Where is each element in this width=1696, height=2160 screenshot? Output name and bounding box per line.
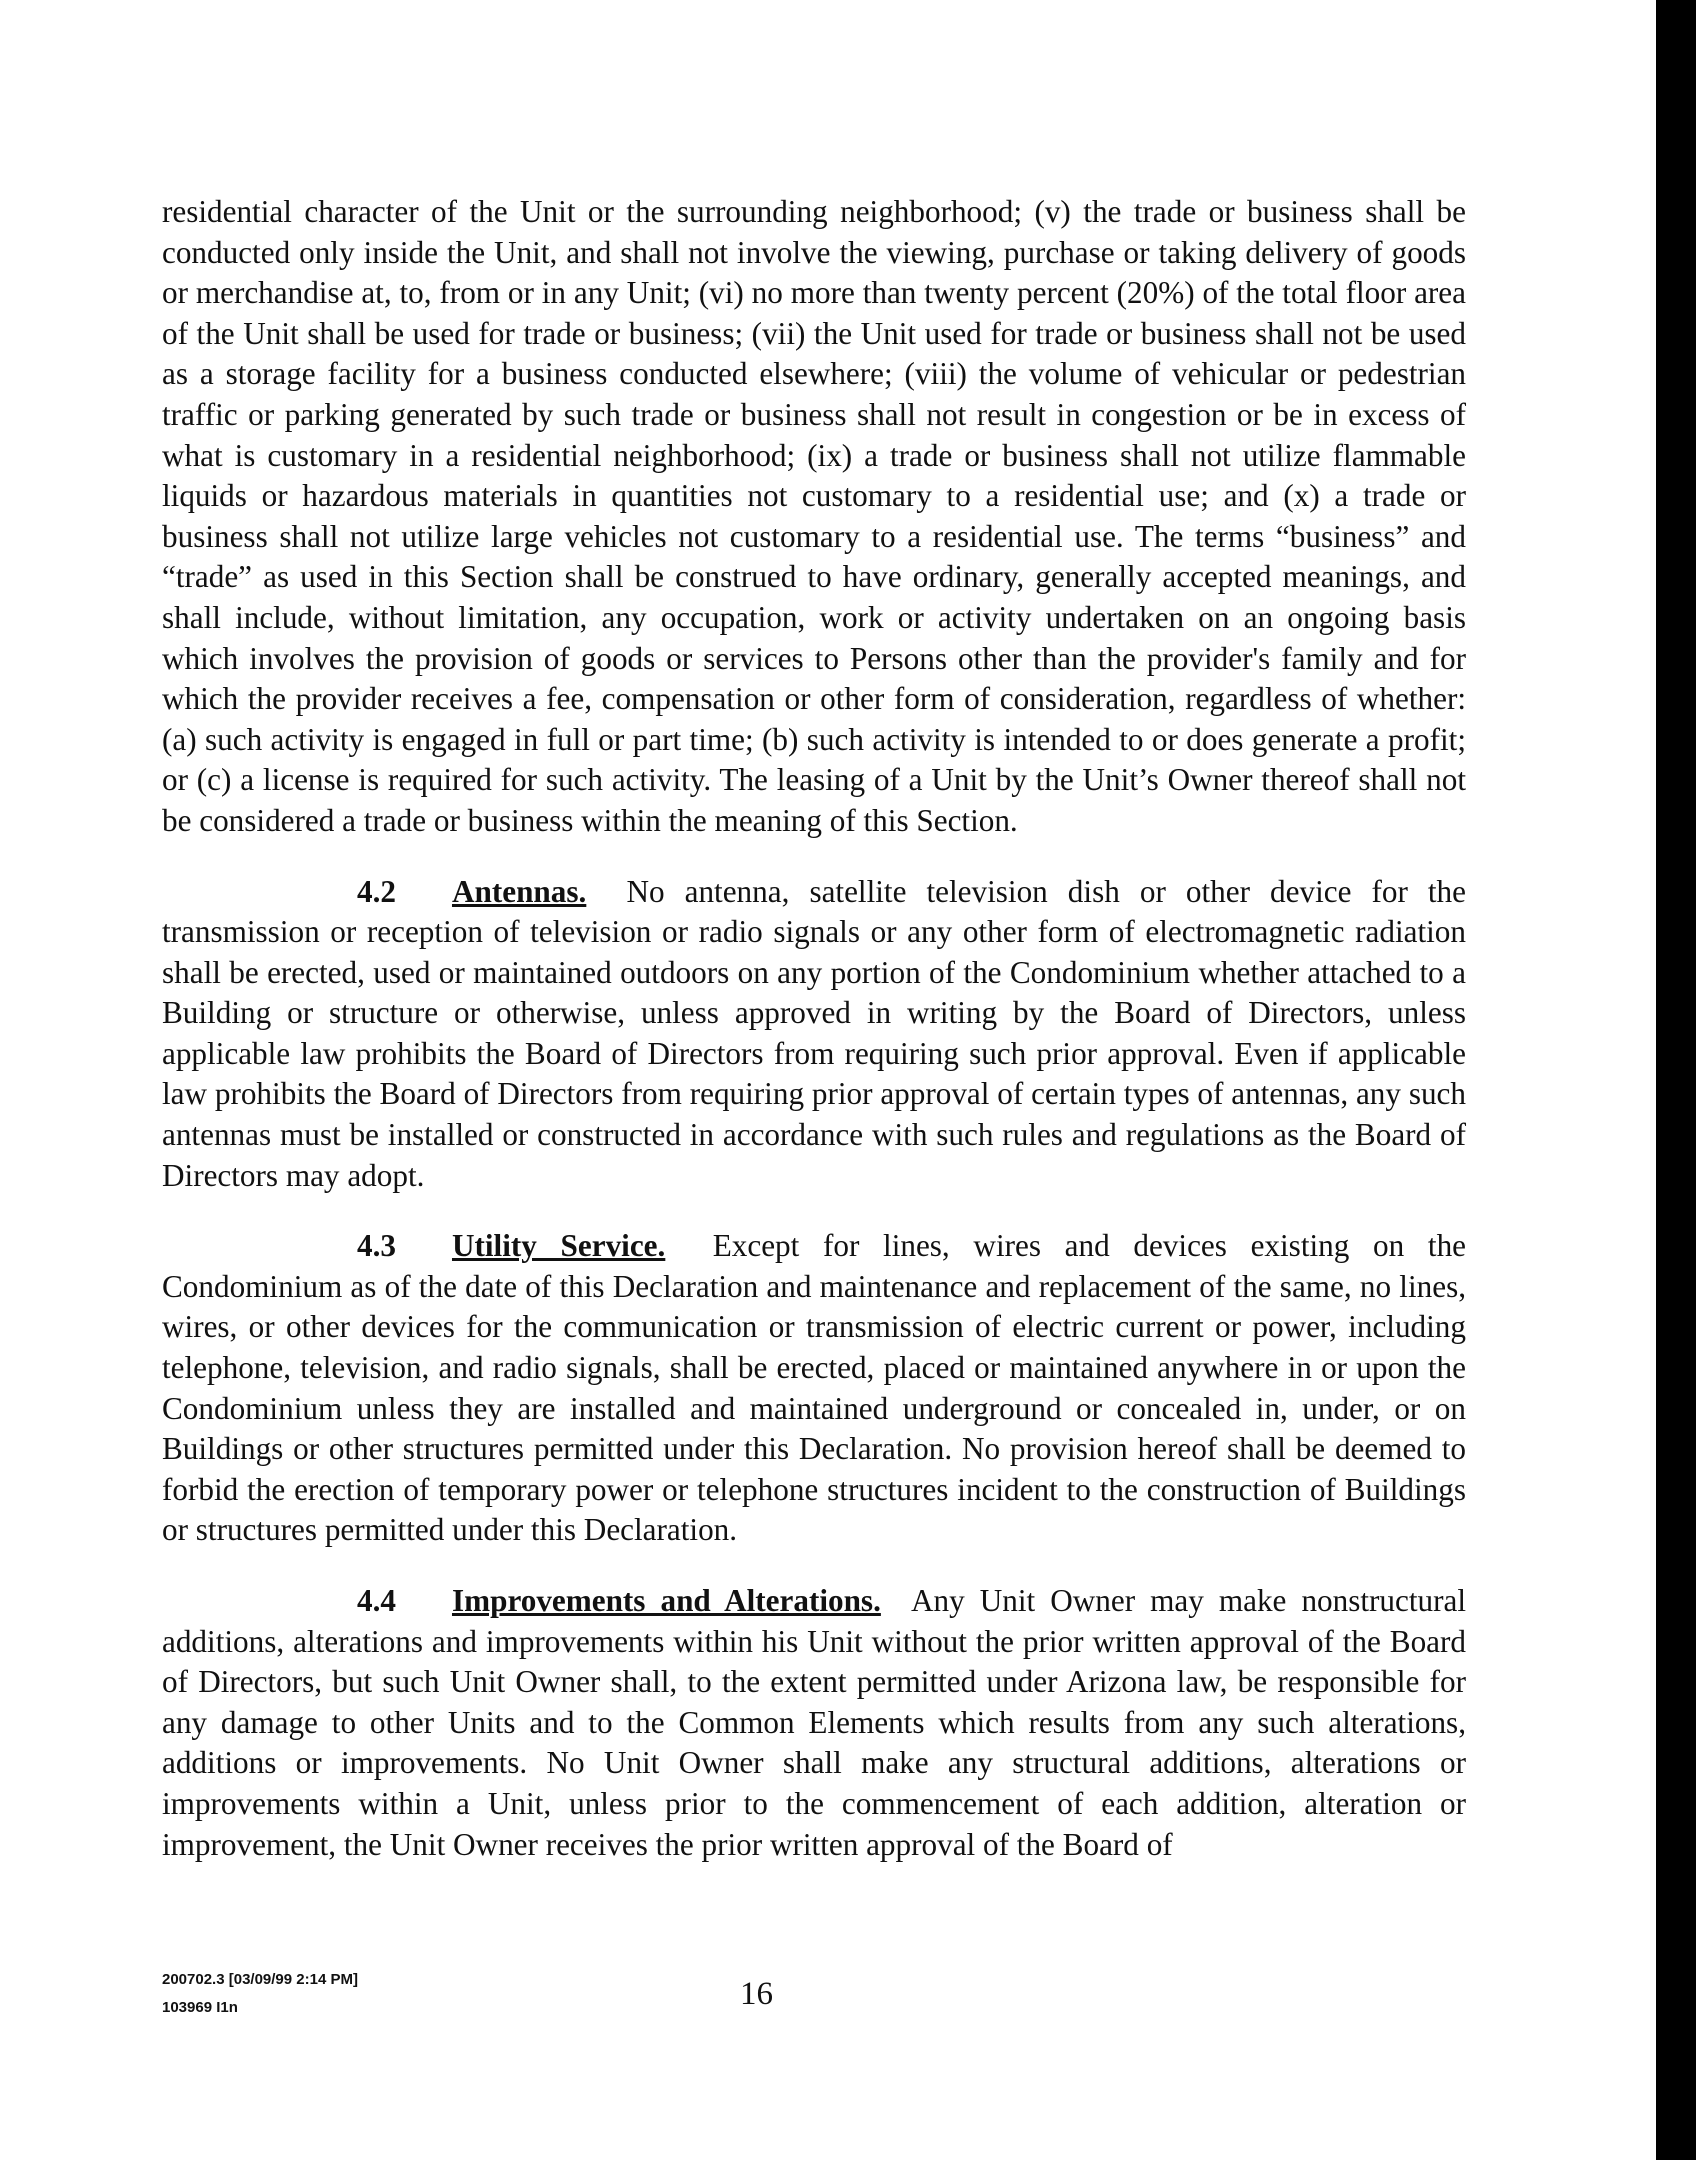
file-id: 103969 I1n [162, 1999, 238, 2016]
paragraph-continuation [162, 192, 1466, 842]
document-id: 200702.3 [03/09/99 2:14 PM] [162, 1971, 358, 1988]
section-heading: Utility Service. [451, 1228, 666, 1264]
document-body [162, 192, 1466, 1865]
section-4-3-utility-service [162, 1226, 1466, 1551]
section-heading: Improvements and Alterations. [451, 1583, 881, 1618]
section-4-4-improvements [162, 1581, 1466, 1865]
paragraph-text: residential character of the Unit or the surrounding neighborhood; (v) the trade or business shall be conducted only inside the Unit, and shall not involve the viewing, purchase or taking delivery of goods or merchandise at, to, from or in any Unit; (vi) no more than twenty percent (20%) of the total floor area of the Unit shall be used for trade or business; (vii) the Unit used for trade or business shall not be used as a storage facility for a business conducted elsewhere; (viii) the volume of vehicular or pedestrian traffic or parking generated by such trade or business shall not result in congestion or be in excess of what is customary in a residential neighborhood; (ix) a trade or business shall not utilize flammable liquids or hazardous materials in quantities not customary to a residential use; and (x) a trade or business shall not utilize large vehicles not customary to a residential use. The terms “business” and “trade” as used in this Section shall be construed to have ordinary, generally accepted meanings, and shall include, without limitation, any occupation, work or activity undertaken on an ongoing basis which involves the provision of goods or services to Persons other than the provider's family and for which the provider receives a fee, compensation or other form of consideration, regardless of whether: (a) such activity is engaged in full or part time; (b) such activity is intended to or does generate a profit; or (c) a license is required for such activity. The leasing of a Unit by the Unit’s Owner thereof shall not be considered a trade or business within the meaning of this Section. [162, 194, 1466, 838]
scanned-page-edge [1656, 0, 1696, 2160]
section-number: 4.2 [357, 873, 396, 909]
section-number: 4.3 [357, 1228, 396, 1264]
page-number: 16 [740, 1976, 773, 2012]
paragraph-text: Any Unit Owner may make nonstructural additions, alterations and improvements within his Unit without the prior written approval of the Board of Directors, but such Unit Owner shall, to the extent permitted under Arizona law, be responsible for any damage to other Units and to the Common Elements which results from any such alterations, additions or improvements. No Unit Owner shall make any structural additions, alterations or improvements within a Unit, unless prior to the commencement of each addition, alteration or improvement, the Unit Owner receives the prior written approval of the Board of [162, 1583, 1466, 1862]
paragraph-text: No antenna, satellite television dish or other device for the transmission or reception of television or radio signals or any other form of electromagnetic radiation shall be erected, used or maintained outdoors on any portion of the Condominium whether attached to a Building or structure or otherwise, unless approved in writing by the Board of Directors, unless applicable law prohibits the Board of Directors from requiring such prior approval. Even if applicable law prohibits the Board of Directors from requiring prior approval of certain types of antennas, any such antennas must be installed or constructed in accordance with such rules and regulations as the Board of Directors may adopt. [162, 873, 1466, 1193]
section-number: 4.4 [357, 1583, 396, 1618]
document-footer-ids [162, 1966, 358, 2022]
section-4-2-antennas [162, 872, 1466, 1197]
section-heading: Antennas. [451, 873, 587, 909]
paragraph-text: Except for lines, wires and devices existing on the Condominium as of the date of this Declaration and maintenance and replacement of the same, no lines, wires, or other devices for the communication or transmission of electric current or power, including telephone, television, and radio signals, shall be erected, placed or maintained anywhere in or upon the Condominium unless they are installed and maintained underground or concealed in, under, or on Buildings or other structures permitted under this Declaration. No provision hereof shall be deemed to forbid the erection of temporary power or telephone structures incident to the construction of Buildings or structures permitted under this Declaration. [162, 1228, 1466, 1548]
